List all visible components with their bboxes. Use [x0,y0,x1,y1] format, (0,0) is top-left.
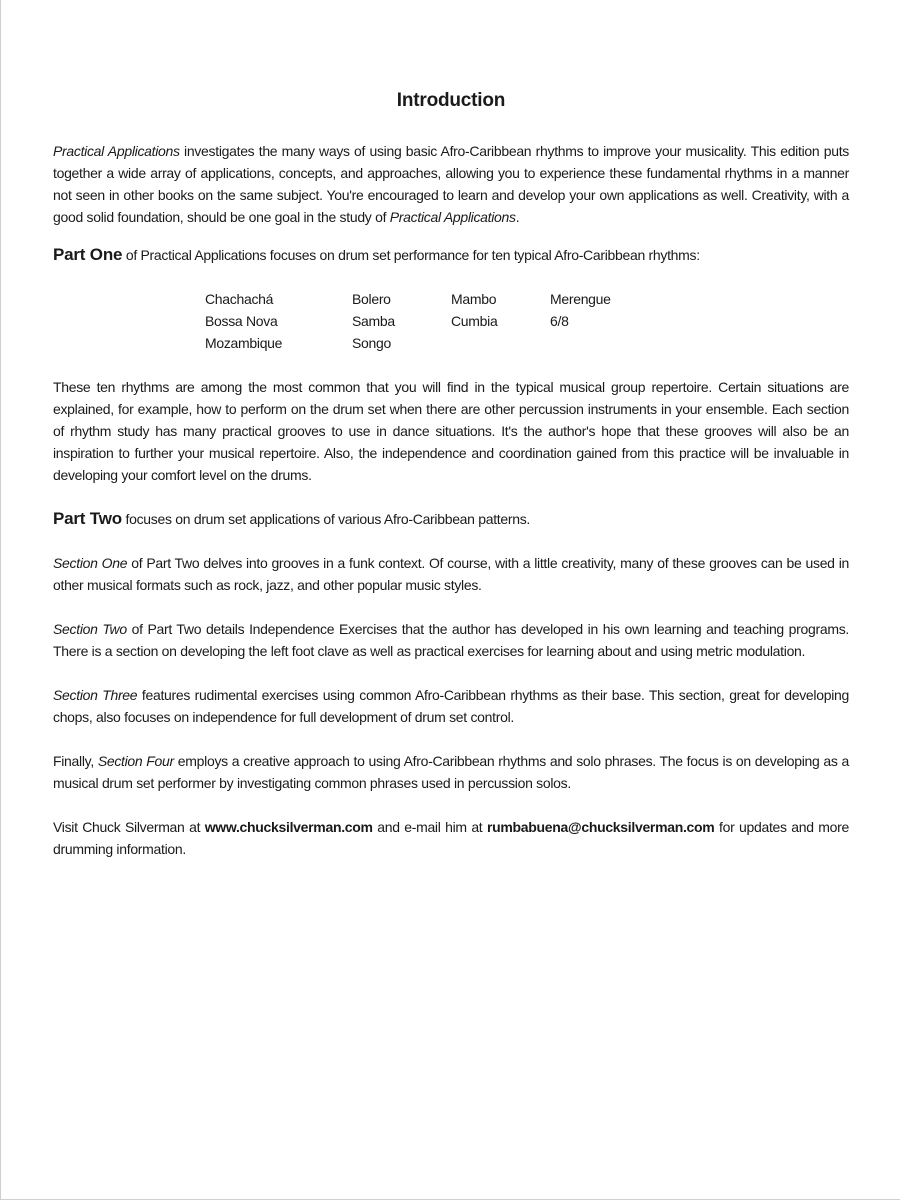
website-link[interactable]: www.chucksilverman.com [204,819,373,835]
section-four-lead: Finally, [53,753,98,769]
rhythm-item: Cumbia [451,313,498,329]
part-two-paragraph [53,508,849,530]
contact-end: for updates and more drumming information. [53,819,849,857]
section-three-italic: Section Three [53,687,138,703]
contact-lead: Visit Chuck Silverman at [53,819,205,835]
part-two-text: focuses on drum set applications of various Afro-Caribbean patterns. [121,511,531,527]
rhythm-item: Mambo [451,291,497,307]
section-two-italic: Section Two [53,621,127,637]
rhythm-row [205,288,630,310]
rhythm-item: Samba [352,313,395,329]
intro-italic-tail: Practical Applications [389,209,516,225]
rhythm-item: Bolero [352,291,391,307]
rhythm-item: Merengue [550,291,611,307]
contact-middle: and e-mail him at [372,819,487,835]
intro-paragraph [53,140,849,228]
part-two-heading: Part Two [53,509,122,528]
rhythm-row [205,310,630,332]
section-two-paragraph [53,618,849,662]
section-one-text: of Part Two delves into grooves in a funk context. Of course, with a little creativity, many of these grooves can be used in other musical formats such as rock, jazz, and other popular music styles. [53,555,849,593]
section-two-text: of Part Two details Independence Exercises that the author has developed in his own learning and teaching programs. There is a section on developing the left foot clave as well as practical exercises for learning about and using metric modulation. [53,621,849,659]
section-three-text: features rudimental exercises using common Afro-Caribbean rhythms as their base. This section, great for developing chops, also focuses on independence for full development of drum set control. [53,687,849,725]
rhythm-item: Chachachá [205,291,274,307]
page-content [53,90,849,860]
intro-end: . [515,209,520,225]
section-four-italic: Section Four [97,753,174,769]
part-one-heading: Part One [53,245,123,264]
section-one-italic: Section One [53,555,128,571]
part-one-text: of Practical Applications focuses on drum set performance for ten typical Afro-Caribbean rhythms: [122,247,700,263]
rhythms-paragraph: These ten rhythms are among the most common that you will find in the typical musical group repertoire. Certain situations are explained, for example, how to perform on the drum set when there are other percussion instruments in your ensemble. Each section of rhythm study has many practical grooves to use in dance situations. It's the author's hope that these grooves will also be an inspiration to further your musical repertoire. Also, the independence and coordination gained from this practice will be invaluable in developing your comfort level on the drums. [53,379,849,483]
email-link[interactable]: rumbabuena@chucksilverman.com [486,819,715,835]
rhythm-item: 6/8 [550,313,569,329]
section-four-text: employs a creative approach to using Afro-Caribbean rhythms and solo phrases. The focus is on developing as a musical drum set performer by investigating common phrases used in percussion solos. [53,753,849,791]
intro-text: investigates the many ways of using basic Afro-Caribbean rhythms to improve your musicality. This edition puts together a wide array of applications, concepts, and approaches, allowing you to experience these fundamental rhythms in a manner not seen in other books on the same subject. You're encouraged to learn and develop your own applications as well. Creativity, with a good solid foundation, should be one goal in the study of [53,143,849,225]
rhythm-row [205,332,630,354]
rhythm-list [205,288,630,354]
section-one-paragraph [53,552,849,596]
page-title: Introduction [396,90,506,111]
rhythm-item: Bossa Nova [205,313,278,329]
rhythm-item: Mozambique [205,335,283,351]
section-three-paragraph [53,684,849,728]
rhythm-item [451,332,550,354]
rhythm-item [550,332,630,354]
part-one-paragraph [53,244,849,266]
contact-paragraph [53,816,849,860]
intro-italic-lead: Practical Applications [53,143,180,159]
section-four-paragraph [53,750,849,794]
rhythm-item: Songo [352,335,391,351]
